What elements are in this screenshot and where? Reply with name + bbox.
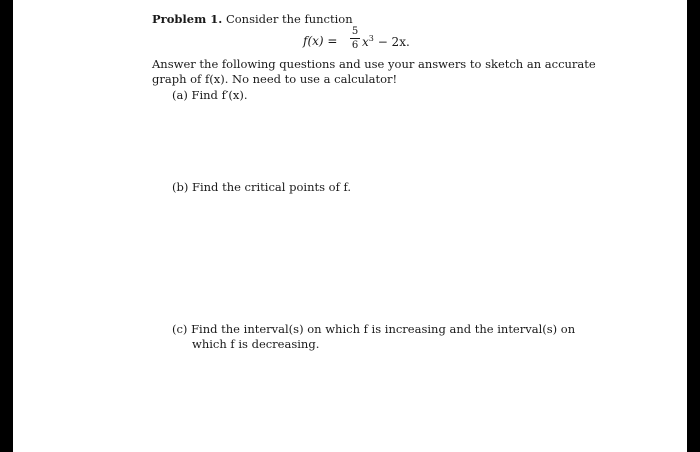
fraction-bar — [350, 38, 360, 39]
equation-lhs: f(x) = — [303, 34, 338, 48]
problem-heading — [152, 12, 353, 26]
part-c-line-1: (c) Find the interval(s) on which f is increasing and the interval(s) on — [172, 322, 576, 336]
document-page — [13, 0, 687, 452]
part-b: (b) Find the critical points of f. — [172, 180, 351, 194]
equation-rest: − 2x. — [373, 35, 410, 49]
equation-rhs — [362, 34, 410, 49]
part-c-line-2: which f is decreasing. — [192, 337, 320, 351]
fraction-numerator: 5 — [351, 26, 359, 37]
equation-variable: x — [362, 35, 369, 49]
equation-exponent: 3 — [368, 34, 374, 43]
instructions-line-1: Answer the following questions and use your answers to sketch an accurate — [152, 57, 596, 71]
instructions-line-2: graph of f(x). No need to use a calculator! — [152, 72, 398, 86]
problem-label: Problem 1. — [152, 12, 223, 26]
problem-intro: Consider the function — [225, 12, 353, 26]
part-a: (a) Find f′(x). — [172, 88, 248, 102]
fraction-denominator: 6 — [351, 40, 359, 51]
equation-fraction — [350, 26, 360, 51]
